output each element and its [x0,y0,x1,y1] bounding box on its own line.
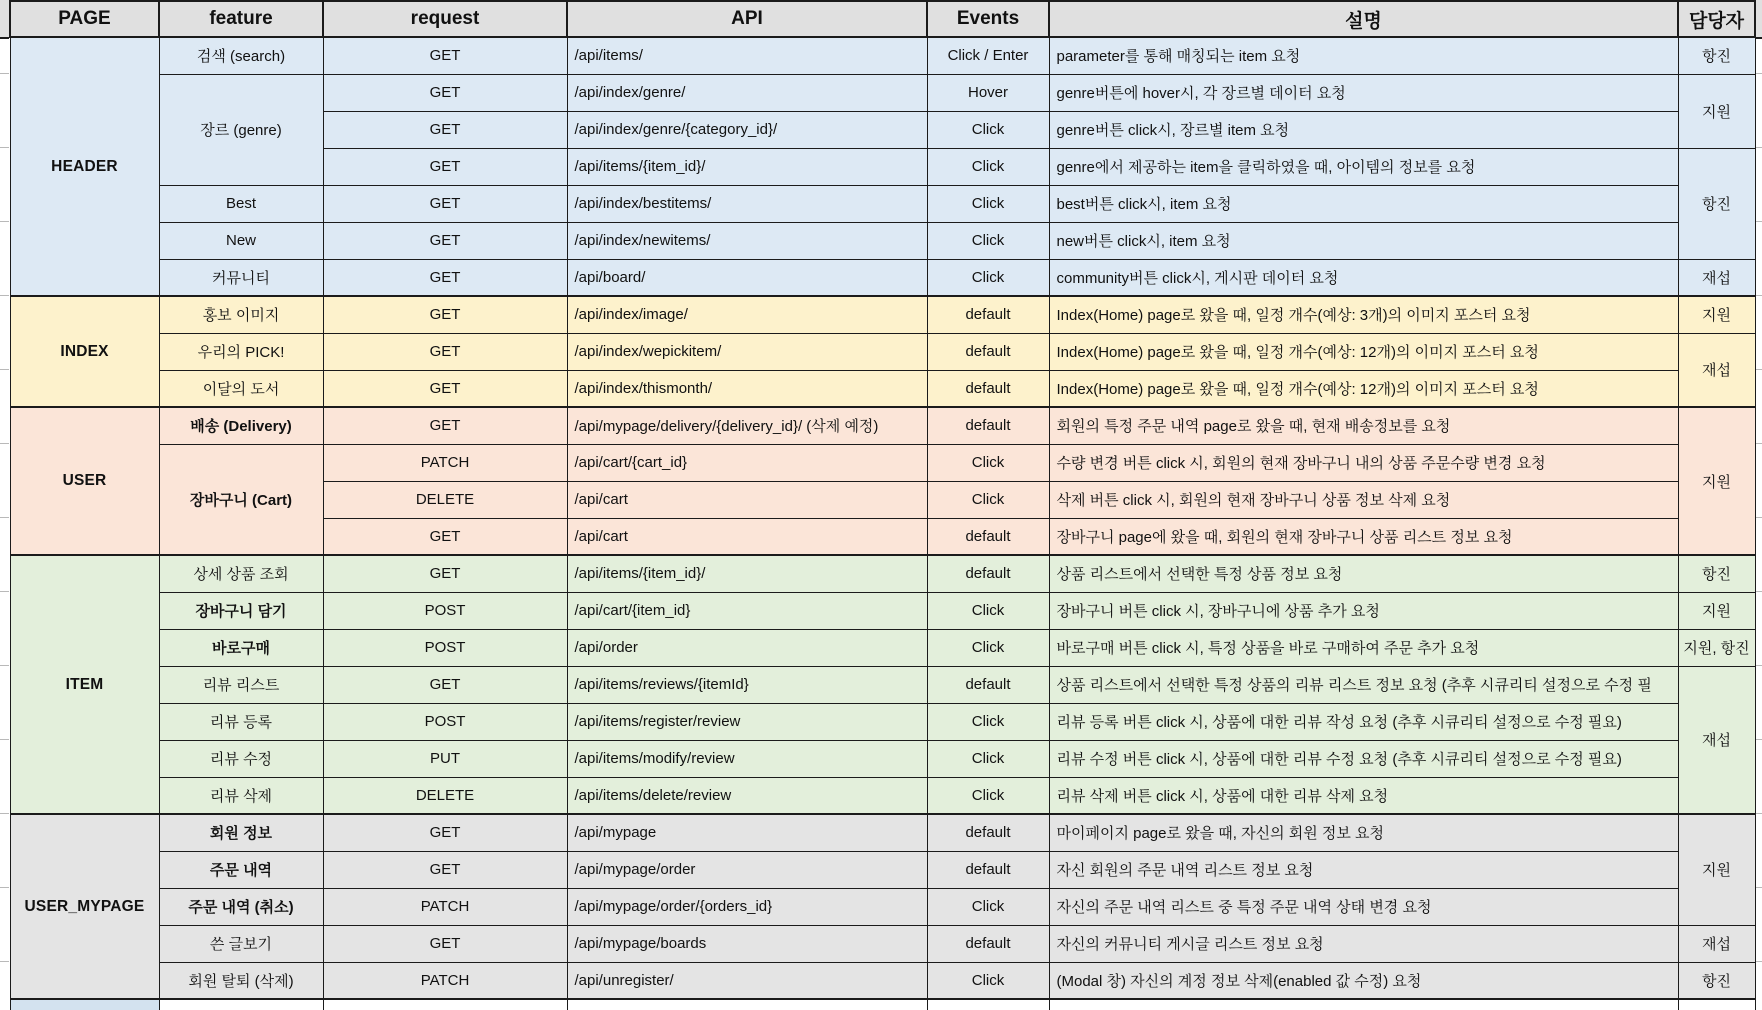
desc-cell[interactable]: genre에서 제공하는 item을 클릭하였을 때, 아이템의 정보를 요청 [1049,148,1678,185]
request-cell[interactable]: POST [323,592,567,629]
events-cell[interactable]: Click [927,592,1049,629]
page-cell[interactable]: HEADER [10,37,159,296]
feature-cell[interactable]: 상세 상품 조회 [159,555,323,592]
table-row [10,888,1755,925]
events-cell[interactable]: Click [927,444,1049,481]
request-cell[interactable]: GET [323,259,567,296]
events-cell[interactable]: Click [927,111,1049,148]
desc-cell[interactable]: 자신의 주문 내역 리스트 중 특정 주문 내역 상태 변경 요청 [1049,888,1678,925]
desc-cell[interactable]: 상품 리스트에서 선택한 특정 상품의 리뷰 리스트 정보 요청 (추후 시큐리티 설정으로 수정 필 [1049,666,1678,703]
table-row [10,925,1755,962]
feature-cell[interactable]: 검색 (search) [159,37,323,74]
api-cell[interactable]: /api/order [567,629,927,666]
request-cell[interactable]: GET [323,111,567,148]
request-cell[interactable]: PATCH [323,444,567,481]
feature-cell[interactable]: 배송 (Delivery) [159,407,323,444]
desc-cell[interactable]: genre버튼에 hover시, 각 장르별 데이터 요청 [1049,74,1678,111]
desc-cell[interactable]: community버튼 click시, 게시판 데이터 요청 [1049,259,1678,296]
partial-next-row [10,999,1755,1010]
desc-cell[interactable]: Index(Home) page로 왔을 때, 일정 개수(예상: 3개)의 이미지 포스터 요청 [1049,296,1678,333]
table-row [10,296,1755,333]
owner-cell[interactable]: 지원 [1678,592,1755,629]
request-cell[interactable]: GET [323,518,567,555]
owner-cell[interactable]: 재섭 [1678,333,1755,407]
request-cell[interactable]: POST [323,629,567,666]
owner-cell[interactable]: 재섭 [1678,259,1755,296]
table-row [10,259,1755,296]
table-row [10,814,1755,851]
page-cell[interactable] [10,999,159,1010]
api-cell[interactable]: /api/mypage/order [567,851,927,888]
desc-cell[interactable]: genre버튼 click시, 장르별 item 요청 [1049,111,1678,148]
events-cell[interactable] [927,999,1049,1010]
desc-cell[interactable]: Index(Home) page로 왔을 때, 일정 개수(예상: 12개)의 이미지 포스터 요청 [1049,333,1678,370]
table-row [10,370,1755,407]
events-cell[interactable]: Click [927,629,1049,666]
events-cell[interactable]: Click [927,962,1049,999]
api-cell[interactable]: /api/index/newitems/ [567,222,927,259]
feature-cell[interactable]: 홍보 이미지 [159,296,323,333]
desc-cell[interactable]: best버튼 click시, item 요청 [1049,185,1678,222]
table-row [10,74,1755,111]
request-cell[interactable]: GET [323,74,567,111]
desc-cell[interactable]: 리뷰 등록 버튼 click 시, 상품에 대한 리뷰 작성 요청 (추후 시큐리티 설정으로 수정 필요) [1049,703,1678,740]
events-cell[interactable]: default [927,333,1049,370]
col-header-owner[interactable]: 담당자 [1678,1,1755,37]
owner-cell[interactable]: 지원 [1678,74,1755,148]
events-cell[interactable]: Click [927,888,1049,925]
api-cell[interactable] [567,999,927,1010]
desc-cell[interactable]: (Modal 창) 자신의 계정 정보 삭제(enabled 값 수정) 요청 [1049,962,1678,999]
api-cell[interactable]: /api/cart [567,518,927,555]
api-spec-table [9,0,1756,1010]
events-cell[interactable]: Click [927,481,1049,518]
col-header-page[interactable]: PAGE [10,1,159,37]
feature-cell[interactable]: 회원 정보 [159,814,323,851]
feature-cell[interactable]: 이달의 도서 [159,370,323,407]
owner-cell[interactable]: 지원 [1678,296,1755,333]
table-row [10,962,1755,999]
events-cell[interactable]: Click [927,703,1049,740]
request-cell[interactable] [323,999,567,1010]
request-cell[interactable]: GET [323,333,567,370]
api-cell[interactable]: /api/cart/{cart_id} [567,444,927,481]
request-cell[interactable]: GET [323,814,567,851]
page-cell[interactable]: INDEX [10,296,159,407]
feature-cell[interactable]: Best [159,185,323,222]
events-cell[interactable]: default [927,370,1049,407]
owner-cell[interactable]: 항진 [1678,37,1755,74]
feature-cell[interactable]: 장바구니 (Cart) [159,444,323,555]
page-cell[interactable]: USER [10,407,159,555]
desc-cell[interactable]: 장바구니 버튼 click 시, 장바구니에 상품 추가 요청 [1049,592,1678,629]
api-cell[interactable]: /api/items/modify/review [567,740,927,777]
api-cell[interactable]: /api/mypage [567,814,927,851]
request-cell[interactable]: PATCH [323,888,567,925]
table-row [10,555,1755,592]
feature-cell[interactable]: 리뷰 수정 [159,740,323,777]
events-cell[interactable]: default [927,518,1049,555]
col-header-api[interactable]: API [567,1,927,37]
desc-cell[interactable]: Index(Home) page로 왔을 때, 일정 개수(예상: 12개)의 이미지 포스터 요청 [1049,370,1678,407]
api-cell[interactable]: /api/mypage/delivery/{delivery_id}/ (삭제 예정) [567,407,927,444]
desc-cell[interactable]: parameter를 통해 매칭되는 item 요청 [1049,37,1678,74]
table-row [10,629,1755,666]
request-cell[interactable]: GET [323,222,567,259]
events-cell[interactable]: Click / Enter [927,37,1049,74]
left-sliver-header [0,0,9,39]
table-row [10,592,1755,629]
api-cell[interactable]: /api/items/delete/review [567,777,927,814]
request-cell[interactable]: GET [323,37,567,74]
events-cell[interactable]: Click [927,185,1049,222]
feature-cell[interactable]: 회원 탈퇴 (삭제) [159,962,323,999]
request-cell[interactable]: GET [323,370,567,407]
table-row [10,703,1755,740]
api-cell[interactable]: /api/index/genre/{category_id}/ [567,111,927,148]
col-header-events[interactable]: Events [927,1,1049,37]
events-cell[interactable]: default [927,851,1049,888]
api-cell[interactable]: /api/unregister/ [567,962,927,999]
page-cell[interactable]: ITEM [10,555,159,814]
desc-cell[interactable]: 마이페이지 page로 왔을 때, 자신의 회원 정보 요청 [1049,814,1678,851]
request-cell[interactable]: GET [323,666,567,703]
feature-cell[interactable]: 주문 내역 [159,851,323,888]
feature-cell[interactable]: 커뮤니티 [159,259,323,296]
events-cell[interactable]: Click [927,222,1049,259]
api-cell[interactable]: /api/index/image/ [567,296,927,333]
api-cell[interactable]: /api/items/reviews/{itemId} [567,666,927,703]
table-row [10,222,1755,259]
column-header-row [10,1,1755,37]
events-cell[interactable]: default [927,407,1049,444]
table-row [10,333,1755,370]
desc-cell[interactable]: 회원의 특정 주문 내역 page로 왔을 때, 현재 배송정보를 요청 [1049,407,1678,444]
events-cell[interactable]: default [927,555,1049,592]
desc-cell[interactable]: 자신 회원의 주문 내역 리스트 정보 요청 [1049,851,1678,888]
api-cell[interactable]: /api/cart [567,481,927,518]
desc-cell[interactable]: 바로구매 버튼 click 시, 특정 상품을 바로 구매하여 주문 추가 요청 [1049,629,1678,666]
events-cell[interactable]: Click [927,777,1049,814]
col-header-desc[interactable]: 설명 [1049,1,1678,37]
desc-cell[interactable]: 리뷰 삭제 버튼 click 시, 상품에 대한 리뷰 삭제 요청 [1049,777,1678,814]
feature-cell[interactable]: 쓴 글보기 [159,925,323,962]
feature-cell[interactable]: 장바구니 담기 [159,592,323,629]
feature-cell[interactable]: 리뷰 삭제 [159,777,323,814]
api-cell[interactable]: /api/items/ [567,37,927,74]
table-row [10,777,1755,814]
api-cell[interactable]: /api/cart/{item_id} [567,592,927,629]
events-cell[interactable]: default [927,925,1049,962]
request-cell[interactable]: DELETE [323,481,567,518]
owner-cell[interactable] [1678,999,1755,1010]
owner-cell[interactable]: 항진 [1678,148,1755,259]
table-row [10,185,1755,222]
request-cell[interactable]: GET [323,925,567,962]
request-cell[interactable]: PUT [323,740,567,777]
table-row [10,407,1755,444]
desc-cell[interactable] [1049,999,1678,1010]
page-cell[interactable]: USER_MYPAGE [10,814,159,999]
col-header-request[interactable]: request [323,1,567,37]
api-cell[interactable]: /api/index/genre/ [567,74,927,111]
owner-cell[interactable]: 재섭 [1678,666,1755,814]
events-cell[interactable]: default [927,814,1049,851]
desc-cell[interactable]: 리뷰 수정 버튼 click 시, 상품에 대한 리뷰 수정 요청 (추후 시큐리티 설정으로 수정 필요) [1049,740,1678,777]
events-cell[interactable]: Click [927,740,1049,777]
request-cell[interactable]: POST [323,703,567,740]
desc-cell[interactable]: 자신의 커뮤니티 게시글 리스트 정보 요청 [1049,925,1678,962]
request-cell[interactable]: GET [323,148,567,185]
api-cell[interactable]: /api/mypage/boards [567,925,927,962]
api-cell[interactable]: /api/items/{item_id}/ [567,555,927,592]
owner-cell[interactable]: 재섭 [1678,925,1755,962]
owner-cell[interactable]: 항진 [1678,962,1755,999]
request-cell[interactable]: GET [323,555,567,592]
feature-cell[interactable]: 우리의 PICK! [159,333,323,370]
desc-cell[interactable]: new버튼 click시, item 요청 [1049,222,1678,259]
request-cell[interactable]: GET [323,296,567,333]
feature-cell[interactable]: 바로구매 [159,629,323,666]
table-row [10,851,1755,888]
request-cell[interactable]: GET [323,851,567,888]
owner-cell[interactable]: 지원, 항진 [1678,629,1755,666]
desc-cell[interactable]: 삭제 버튼 click 시, 회원의 현재 장바구니 상품 정보 삭제 요청 [1049,481,1678,518]
api-cell[interactable]: /api/index/bestitems/ [567,185,927,222]
feature-cell[interactable]: 리뷰 리스트 [159,666,323,703]
desc-cell[interactable]: 상품 리스트에서 선택한 특정 상품 정보 요청 [1049,555,1678,592]
events-cell[interactable]: default [927,296,1049,333]
owner-cell[interactable]: 지원 [1678,407,1755,555]
events-cell[interactable]: Click [927,148,1049,185]
table-row [10,444,1755,481]
request-cell[interactable]: GET [323,407,567,444]
api-cell[interactable]: /api/index/wepickitem/ [567,333,927,370]
col-header-feature[interactable]: feature [159,1,323,37]
api-cell[interactable]: /api/index/thismonth/ [567,370,927,407]
request-cell[interactable]: GET [323,185,567,222]
events-cell[interactable]: Hover [927,74,1049,111]
desc-cell[interactable]: 장바구니 page에 왔을 때, 회원의 현재 장바구니 상품 리스트 정보 요청 [1049,518,1678,555]
api-cell[interactable]: /api/board/ [567,259,927,296]
request-cell[interactable]: PATCH [323,962,567,999]
events-cell[interactable]: Click [927,259,1049,296]
table-row [10,740,1755,777]
feature-cell[interactable]: 리뷰 등록 [159,703,323,740]
api-cell[interactable]: /api/mypage/order/{orders_id} [567,888,927,925]
feature-cell[interactable]: New [159,222,323,259]
desc-cell[interactable]: 수량 변경 버튼 click 시, 회원의 현재 장바구니 내의 상품 주문수량 변경 요청 [1049,444,1678,481]
table-row [10,666,1755,703]
owner-cell[interactable]: 항진 [1678,555,1755,592]
left-neighbor-column-sliver [0,0,9,1010]
api-cell[interactable]: /api/items/{item_id}/ [567,148,927,185]
events-cell[interactable]: default [927,666,1049,703]
api-cell[interactable]: /api/items/register/review [567,703,927,740]
table-row [10,37,1755,74]
owner-cell[interactable]: 지원 [1678,814,1755,925]
feature-cell[interactable]: 장르 (genre) [159,74,323,185]
request-cell[interactable]: DELETE [323,777,567,814]
feature-cell[interactable]: 주문 내역 (취소) [159,888,323,925]
feature-cell[interactable] [159,999,323,1010]
